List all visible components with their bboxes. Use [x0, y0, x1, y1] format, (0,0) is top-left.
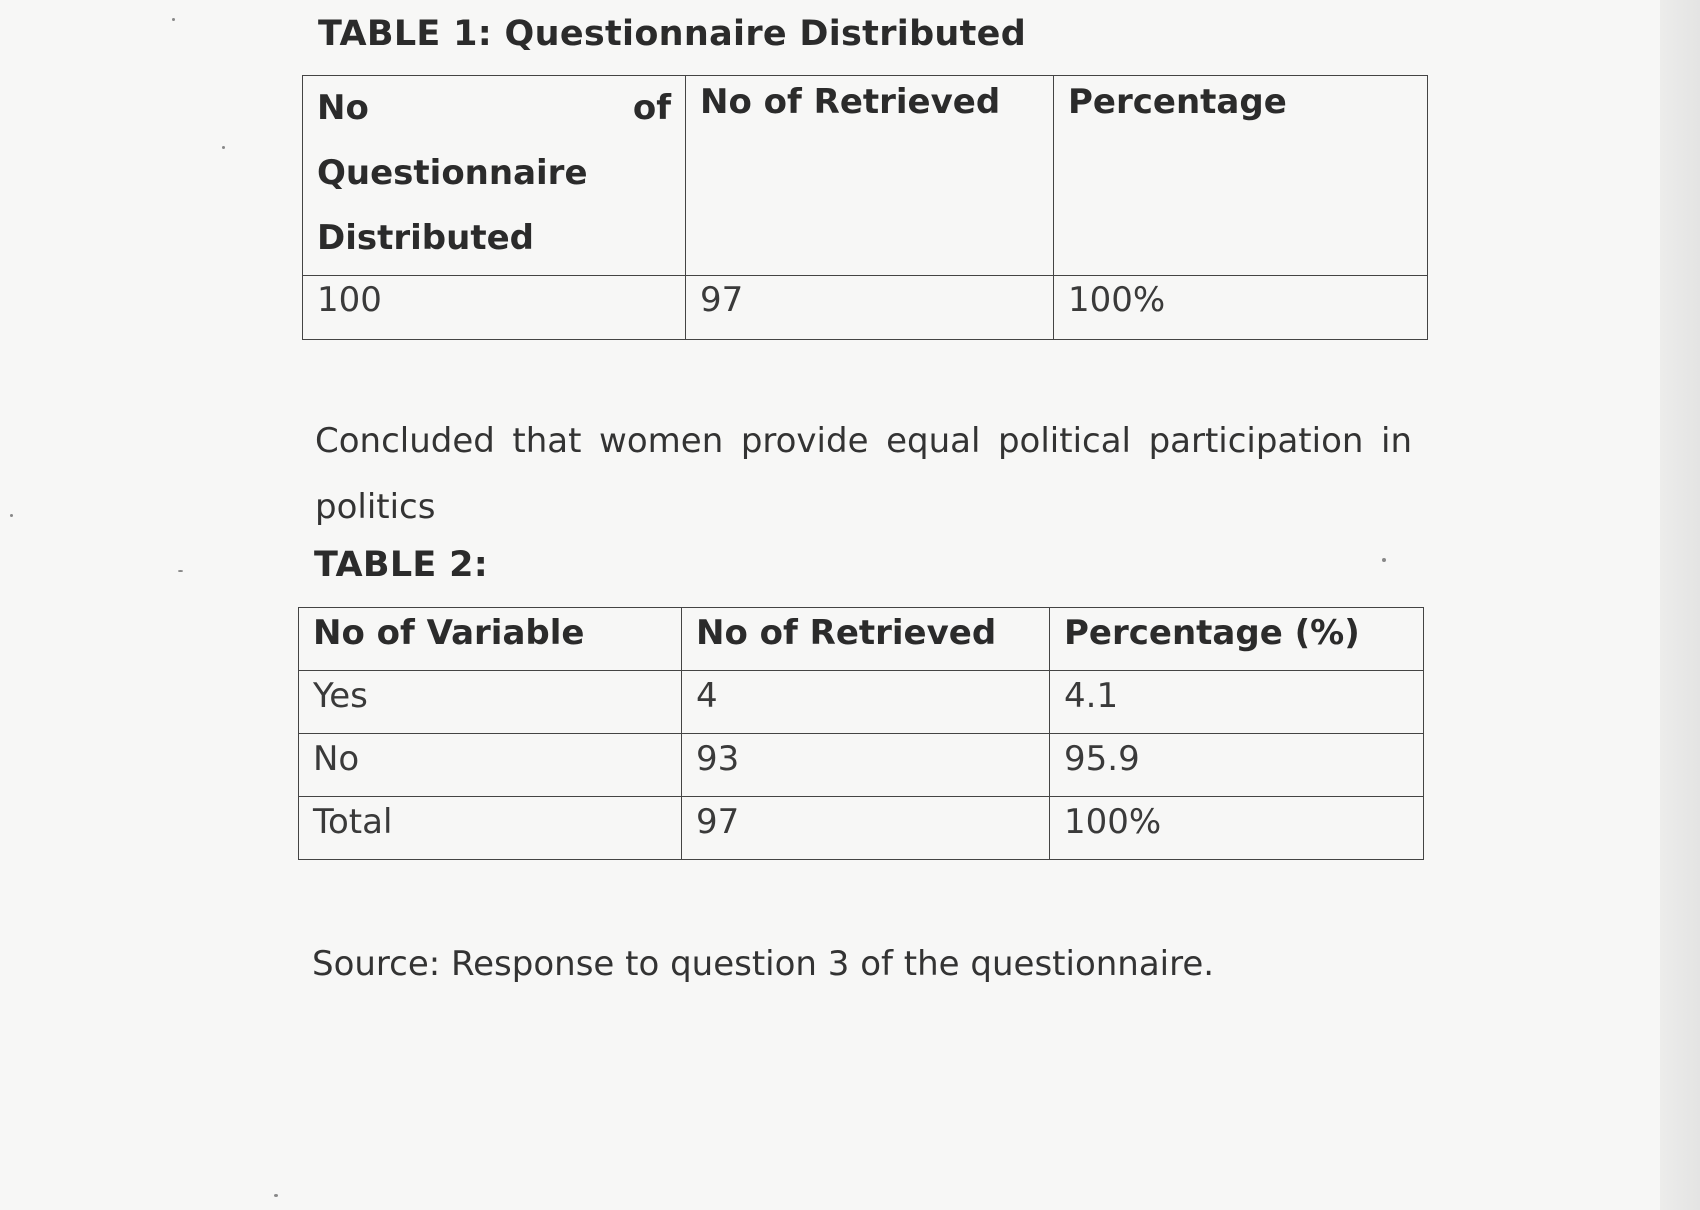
scan-speck: [1382, 558, 1386, 562]
scan-speck: [10, 514, 13, 517]
table-cell: 100%: [1050, 797, 1424, 860]
table2-title: TABLE 2:: [314, 545, 489, 585]
table-row: [299, 734, 1424, 797]
table1-header-questionnaire: Questionnaire: [317, 153, 588, 193]
table-cell: 93: [682, 734, 1050, 797]
table-cell: Total: [299, 797, 682, 860]
table2-header-cell: No of Variable: [299, 608, 682, 671]
table-row: [299, 671, 1424, 734]
conclusion-paragraph: Concluded that women provide equal political participation in politics: [315, 421, 1412, 527]
table1-header-of: of: [632, 88, 671, 128]
table2-header-cell: No of Retrieved: [682, 608, 1050, 671]
table1-title: TABLE 1: Questionnaire Distributed: [318, 14, 1027, 54]
table1: [302, 75, 1428, 340]
table1-header-row: [303, 76, 1428, 276]
table1-header-retrieved: No of Retrieved: [700, 82, 1001, 122]
table1-header-cell: [1054, 76, 1428, 276]
table2-header-cell: Percentage (%): [1050, 608, 1424, 671]
table2-header-row: [299, 608, 1424, 671]
table1-header-distributed: Distributed: [317, 218, 534, 258]
table1-header-percentage: Percentage: [1068, 82, 1287, 122]
table-cell: 100: [303, 276, 686, 340]
table-cell: 4: [682, 671, 1050, 734]
table-cell: Yes: [299, 671, 682, 734]
scan-speck: [274, 1194, 278, 1197]
table-cell: 97: [682, 797, 1050, 860]
scan-speck: [222, 146, 225, 149]
table2: [298, 607, 1424, 860]
table1-header-no: No: [317, 88, 369, 128]
scan-speck: [178, 570, 183, 572]
table-row: [299, 797, 1424, 860]
source-note: Source: Response to question 3 of the questionnaire.: [312, 944, 1215, 984]
table-cell: 95.9: [1050, 734, 1424, 797]
table-cell: 97: [686, 276, 1054, 340]
table-row: [303, 276, 1428, 340]
table1-header-cell: [303, 76, 686, 276]
table-cell: No: [299, 734, 682, 797]
table-cell: 4.1: [1050, 671, 1424, 734]
scan-edge-shadow: [1660, 0, 1700, 1210]
scan-speck: [172, 18, 175, 21]
table-cell: 100%: [1054, 276, 1428, 340]
table1-header-cell: [686, 76, 1054, 276]
